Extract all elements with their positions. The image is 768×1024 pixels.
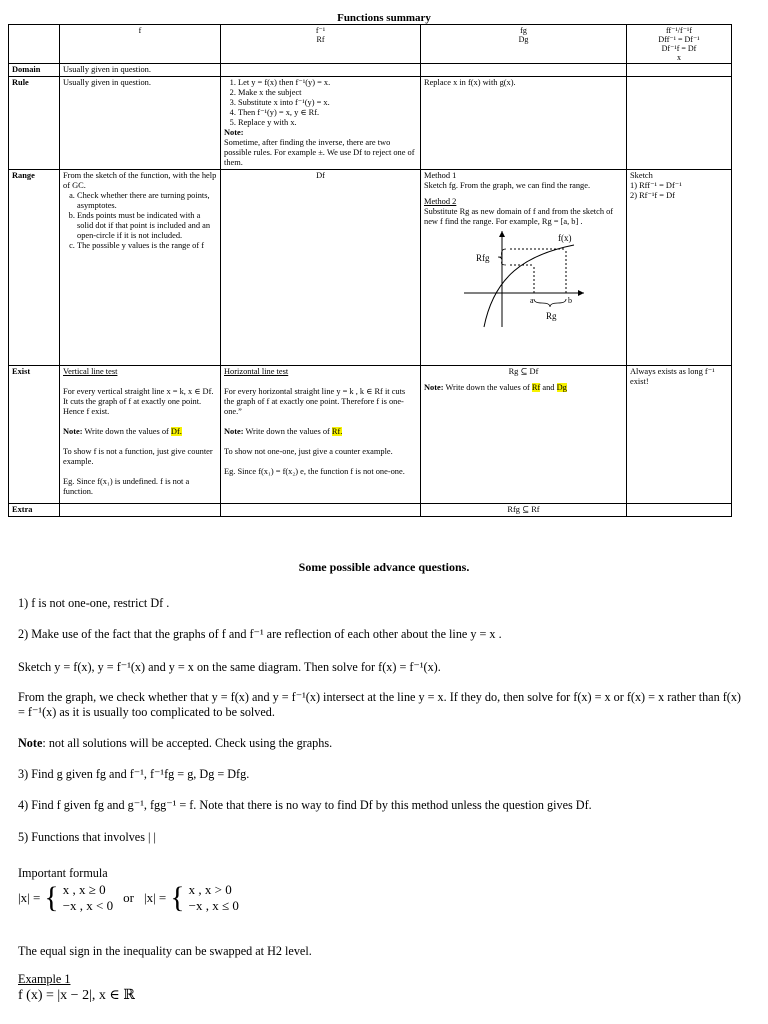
domain-label: Domain [9, 64, 60, 77]
range-row [9, 170, 732, 366]
exist-f: Vertical line test For every vertical straight line x = k, x ∈ Df. It cuts the graph of f at exactly one point. Hence f exist. Note: Write down the values of Df. To show f is not a function, just give counter example. Eg. Since f(x₁) is undefined. f is not a function. [60, 366, 221, 504]
example-expression: f (x) = |x − 2|, x ∈ ℝ [18, 988, 135, 1003]
header-row [9, 25, 732, 64]
question-1: 1) f is not one-one, restrict Df . [18, 596, 170, 610]
domain-ffinv [627, 64, 732, 77]
range-f: From the sketch of the function, with the help of GC. a. Check whether there are turning points, asymptotes. b. Ends points must be indicated with a solid dot if that point is included and an open-circle if it is not included. c. The possible y values is the range of f [60, 170, 221, 366]
important-formula-title: Important formula [18, 866, 108, 880]
page-title: Functions summary [337, 12, 431, 24]
range-ffinv: Sketch 1) Rff⁻¹ = Df⁻¹ 2) Rf⁻¹f = Df [627, 170, 732, 366]
graph-rfg-label: Rfg [476, 253, 490, 263]
range-f-list: a. Check whether there are turning points, asymptotes. b. Ends points must be indicated with a solid dot if that point is included and an open-circle if it is not included. c. The possible y values is the range of f [63, 191, 217, 251]
question-2-check: From the graph, we check whether that y = f(x) and y = f⁻¹(x) intersect at the line y = x. If they do, then solve for f(x) = x or f(x) = x rather than f(x) = f⁻¹(x) as it is usually too complicated to be solved. [18, 690, 741, 719]
question-5: 5) Functions that involves | | [18, 830, 156, 844]
rule-fg: Replace x in f(x) with g(x). [421, 77, 627, 170]
range-graph [424, 227, 614, 331]
extra-fg: Rfg ⊆ Rf [421, 504, 627, 517]
question-4: 4) Find f given fg and g⁻¹, fgg⁻¹ = f. Note that there is no way to find Df by this method unless the question gives Df. [18, 798, 592, 812]
section-title: Some possible advance questions. [298, 560, 470, 574]
graph-b-label: b [568, 296, 572, 305]
domain-fg [421, 64, 627, 77]
domain-row [9, 64, 732, 77]
question-2: 2) Make use of the fact that the graphs of f and f⁻¹ are reflection of each other about the line y = x . [18, 627, 502, 641]
equal-sign-note: The equal sign in the inequality can be swapped at H2 level. [18, 944, 312, 958]
rule-f: Usually given in question. [60, 77, 221, 170]
abs-formula: |x| = { x , x ≥ 0 −x , x < 0 or |x| = { x , x > 0 −x , x ≤ 0 [18, 881, 239, 914]
range-label: Range [9, 170, 60, 366]
rule-label: Rule [9, 77, 60, 170]
exist-label: Exist [9, 366, 60, 504]
extra-row [9, 504, 732, 517]
exist-ffinv: Always exists as long f⁻¹ exist! [627, 366, 732, 504]
header-fg: fg Dg [421, 25, 627, 64]
range-finv: Df [221, 170, 421, 366]
rule-finv-note: Sometime, after finding the inverse, there are two possible rules. For example ±. We use Df to reject one of them. [224, 138, 415, 167]
extra-label: Extra [9, 504, 60, 517]
exist-fg: Rg ⊆ Df Note: Write down the values of Rf and Dg [421, 366, 627, 504]
header-finv: f⁻¹ Rf [221, 25, 421, 64]
header-ffinv: ff⁻¹/f⁻¹f Dff⁻¹ = Df⁻¹ Df⁻¹f = Df x [627, 25, 732, 64]
rule-finv-steps: 1. Let y = f(x) then f⁻¹(y) = x. 2. Make x the subject 3. Substitute x into f⁻¹(y) = x. 4. Then f⁻¹(y) = x, y ∈ Rf. 5. Replace y with x. [224, 78, 417, 128]
header-empty [9, 25, 60, 64]
header-f: f [60, 25, 221, 64]
rule-ffinv [627, 77, 732, 170]
functions-summary-table [8, 24, 732, 517]
graph-fx-label: f(x) [558, 233, 572, 243]
exist-row [9, 366, 732, 504]
domain-f: Usually given in question. [60, 64, 221, 77]
example-title: Example 1 [18, 972, 71, 986]
rule-row [9, 77, 732, 170]
graph-a-label: a [530, 296, 534, 305]
question-2-note: Note: not all solutions will be accepted. Check using the graphs. [18, 736, 333, 750]
rule-finv: 1. Let y = f(x) then f⁻¹(y) = x. 2. Make x the subject 3. Substitute x into f⁻¹(y) = x. 4. Then f⁻¹(y) = x, y ∈ Rf. 5. Replace y with x. Note: Sometime, after finding the inverse, there are two possible rules. For example ±. We use Df to reject one of them. [221, 77, 421, 170]
highlight-df: Df. [170, 427, 182, 436]
graph-rg-label: Rg [546, 311, 557, 321]
range-fg: Method 1 Sketch fg. From the graph, we can find the range. Method 2 Substitute Rg as new domain of f and from the sketch of new f find the range. For example, Rg = [a, b] . f(x) Rfg a b Rg [421, 170, 627, 366]
domain-finv [221, 64, 421, 77]
exist-finv: Horizontal line test For every horizontal straight line y = k , k ∈ Rf it cuts the graph of f at exactly one point. Therefore f is one-one.” Note: Write down the values of Rf. To show not one-one, just give a counter example. Eg. Since f(x₁) = f(x₂) e, the function f is not one-one. [221, 366, 421, 504]
question-3: 3) Find g given fg and f⁻¹, f⁻¹fg = g, Dg = Dfg. [18, 767, 250, 781]
highlight-rf: Rf. [331, 427, 343, 436]
question-2-sketch: Sketch y = f(x), y = f⁻¹(x) and y = x on the same diagram. Then solve for f(x) = f⁻¹(x). [18, 660, 441, 674]
